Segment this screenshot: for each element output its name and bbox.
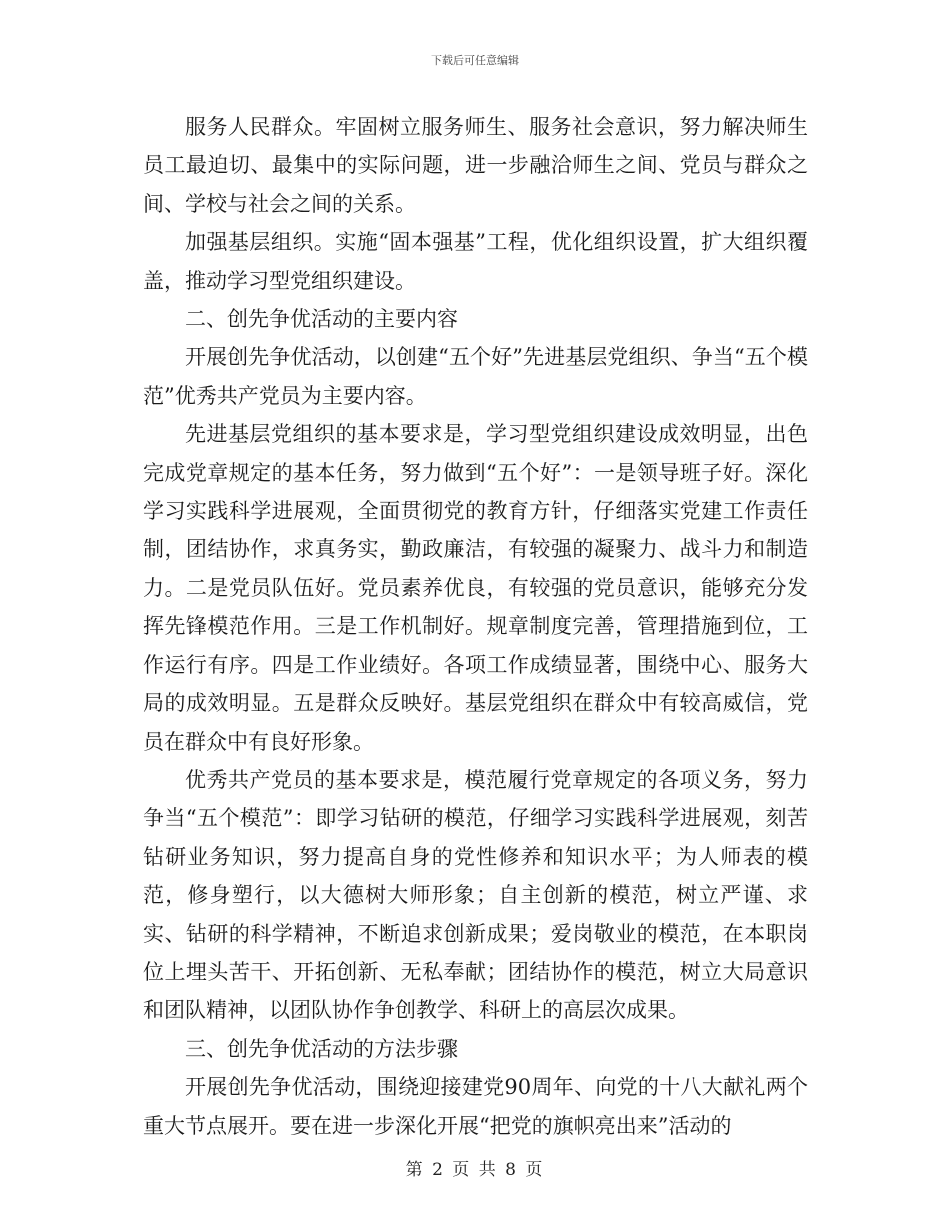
section-heading-methods-steps: 三、创先争优活动的方法步骤 — [185, 1036, 458, 1061]
paragraph-serve-people: 服务人民群众。牢固树立服务师生、服务社会意识，努力解决师生员工最迫切、最集中的实际问题，进一步融洽师生之间、党员与群众之间、学校与社会之间的关系。 — [143, 115, 808, 216]
document-body — [143, 108, 808, 1145]
page-number: 第 2 页 共 8 页 — [405, 1160, 545, 1180]
paragraph-methods-intro: 开展创先争优活动，围绕迎接建党90周年、向党的十八大献礼两个重大节点展开。要在进一步深化开展“把党的旗帜亮出来”活动的 — [143, 1075, 808, 1138]
paragraph-activity-content: 开展创先争优活动，以创建“五个好”先进基层党组织、争当“五个模范”优秀共产党员为主要内容。 — [143, 345, 808, 408]
paragraph-strengthen-organization: 加强基层组织。实施“固本强基”工程，优化组织设置，扩大组织覆盖，推动学习型党组织建设。 — [143, 230, 808, 293]
paragraph-member-requirements: 优秀共产党员的基本要求是，模范履行党章规定的各项义务，努力争当“五个模范”：即学习钻研的模范，仔细学习实践科学进展观，刻苦钻研业务知识，努力提高自身的党性修养和知识水平；为人师表的模范，修身塑行，以大德树大师形象；自主创新的模范，树立严谨、求实、钻研的科学精神，不断追求创新成果；爱岗敬业的模范，在本职岗位上埋头苦干、开拓创新、无私奉献；团结协作的模范，树立大局意识和团队精神，以团队协作争创教学、科研上的高层次成果。 — [143, 767, 808, 1023]
section-heading-main-content: 二、创先争优活动的主要内容 — [185, 307, 458, 332]
paragraph-organization-requirements: 先进基层党组织的基本要求是，学习型党组织建设成效明显，出色完成党章规定的基本任务，努力做到“五个好”：一是领导班子好。深化学习实践科学进展观，全面贯彻党的教育方针，仔细落实党建工作责任制，团结协作，求真务实，勤政廉洁，有较强的凝聚力、战斗力和制造力。二是党员队伍好。党员素养优良，有较强的党员意识，能够充分发挥先锋模范作用。三是工作机制好。规章制度完善，管理措施到位，工作运行有序。四是工作业绩好。各项工作成绩显著，围绕中心、服务大局的成效明显。五是群众反映好。基层党组织在群众中有较高威信，党员在群众中有良好形象。 — [143, 422, 808, 754]
page-header: 下载后可任意编辑 — [431, 54, 519, 67]
